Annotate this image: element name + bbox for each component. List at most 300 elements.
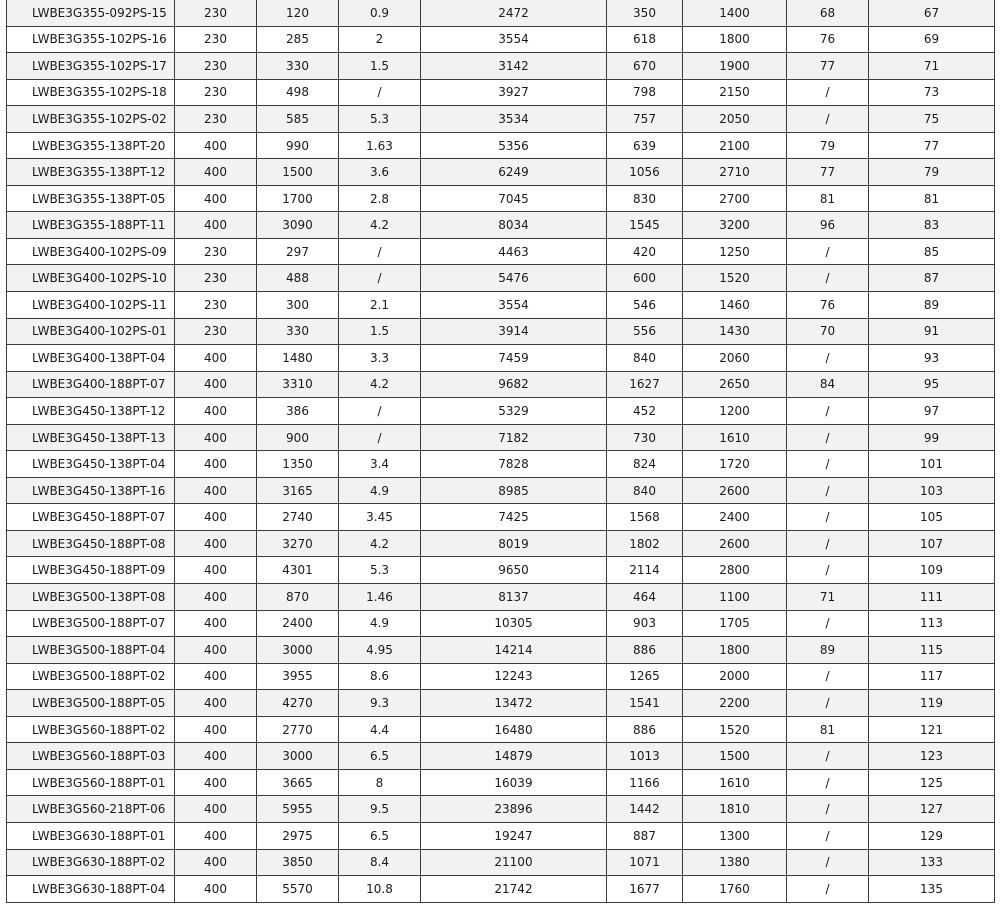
voltage-cell: 400	[175, 159, 257, 186]
current-cell: /	[339, 265, 421, 292]
page-cell: 119	[869, 690, 995, 717]
airflow-cell: 3554	[421, 26, 607, 53]
table-row	[7, 424, 995, 451]
table-row	[7, 796, 995, 823]
page-cell: 117	[869, 663, 995, 690]
pressure-cell: 730	[607, 424, 683, 451]
model-cell: LWBE3G400-102PS-11	[7, 292, 175, 319]
page-cell: 105	[869, 504, 995, 531]
model-cell: LWBE3G500-138PT-08	[7, 584, 175, 611]
voltage-cell: 230	[175, 292, 257, 319]
table-row	[7, 185, 995, 212]
model-cell: LWBE3G400-102PS-01	[7, 318, 175, 345]
airflow-cell: 10305	[421, 610, 607, 637]
model-cell: LWBE3G500-188PT-02	[7, 663, 175, 690]
speed-cell: 2600	[683, 530, 787, 557]
pressure-cell: 1627	[607, 371, 683, 398]
airflow-cell: 7459	[421, 345, 607, 372]
pressure-cell: 1541	[607, 690, 683, 717]
current-cell: 4.2	[339, 212, 421, 239]
table-row	[7, 876, 995, 903]
current-cell: 9.5	[339, 796, 421, 823]
page-cell: 129	[869, 822, 995, 849]
airflow-cell: 7828	[421, 451, 607, 478]
pressure-cell: 618	[607, 26, 683, 53]
voltage-cell: 400	[175, 212, 257, 239]
airflow-cell: 7182	[421, 424, 607, 451]
noise-cell: /	[787, 663, 869, 690]
current-cell: 4.2	[339, 371, 421, 398]
speed-cell: 1610	[683, 769, 787, 796]
table-row	[7, 212, 995, 239]
voltage-cell: 400	[175, 345, 257, 372]
power-cell: 3000	[257, 637, 339, 664]
pressure-cell: 840	[607, 477, 683, 504]
page-cell: 101	[869, 451, 995, 478]
model-cell: LWBE3G355-102PS-16	[7, 26, 175, 53]
current-cell: 9.3	[339, 690, 421, 717]
voltage-cell: 400	[175, 663, 257, 690]
model-cell: LWBE3G560-188PT-02	[7, 716, 175, 743]
airflow-cell: 5476	[421, 265, 607, 292]
speed-cell: 3200	[683, 212, 787, 239]
power-cell: 2740	[257, 504, 339, 531]
noise-cell: 68	[787, 0, 869, 26]
page-cell: 89	[869, 292, 995, 319]
speed-cell: 1520	[683, 265, 787, 292]
speed-cell: 1520	[683, 716, 787, 743]
voltage-cell: 230	[175, 265, 257, 292]
speed-cell: 2400	[683, 504, 787, 531]
speed-cell: 1300	[683, 822, 787, 849]
page-cell: 99	[869, 424, 995, 451]
page-cell: 107	[869, 530, 995, 557]
airflow-cell: 9650	[421, 557, 607, 584]
airflow-cell: 23896	[421, 796, 607, 823]
spec-table-body	[7, 0, 995, 902]
noise-cell: /	[787, 398, 869, 425]
airflow-cell: 3142	[421, 53, 607, 80]
airflow-cell: 8019	[421, 530, 607, 557]
table-row	[7, 690, 995, 717]
power-cell: 3270	[257, 530, 339, 557]
model-cell: LWBE3G450-138PT-13	[7, 424, 175, 451]
page-cell: 71	[869, 53, 995, 80]
current-cell: 1.5	[339, 318, 421, 345]
voltage-cell: 230	[175, 26, 257, 53]
noise-cell: /	[787, 822, 869, 849]
pressure-cell: 639	[607, 132, 683, 159]
pressure-cell: 1677	[607, 876, 683, 903]
power-cell: 3850	[257, 849, 339, 876]
speed-cell: 2000	[683, 663, 787, 690]
table-row	[7, 371, 995, 398]
model-cell: LWBE3G355-102PS-17	[7, 53, 175, 80]
airflow-cell: 3927	[421, 79, 607, 106]
page-cell: 113	[869, 610, 995, 637]
table-row	[7, 504, 995, 531]
model-cell: LWBE3G500-188PT-07	[7, 610, 175, 637]
noise-cell: 76	[787, 292, 869, 319]
speed-cell: 1400	[683, 0, 787, 26]
page-cell: 75	[869, 106, 995, 133]
table-row	[7, 238, 995, 265]
power-cell: 2975	[257, 822, 339, 849]
speed-cell: 1705	[683, 610, 787, 637]
power-cell: 1480	[257, 345, 339, 372]
airflow-cell: 21742	[421, 876, 607, 903]
voltage-cell: 400	[175, 557, 257, 584]
page-cell: 77	[869, 132, 995, 159]
voltage-cell: 230	[175, 53, 257, 80]
power-cell: 330	[257, 53, 339, 80]
noise-cell: /	[787, 451, 869, 478]
current-cell: 2.8	[339, 185, 421, 212]
noise-cell: /	[787, 849, 869, 876]
page-cell: 85	[869, 238, 995, 265]
page-cell: 79	[869, 159, 995, 186]
power-cell: 498	[257, 79, 339, 106]
table-row	[7, 132, 995, 159]
speed-cell: 2600	[683, 477, 787, 504]
noise-cell: /	[787, 424, 869, 451]
noise-cell: /	[787, 238, 869, 265]
pressure-cell: 546	[607, 292, 683, 319]
speed-cell: 1900	[683, 53, 787, 80]
model-cell: LWBE3G355-092PS-15	[7, 0, 175, 26]
noise-cell: 71	[787, 584, 869, 611]
page-cell: 135	[869, 876, 995, 903]
voltage-cell: 400	[175, 451, 257, 478]
noise-cell: /	[787, 743, 869, 770]
airflow-cell: 3534	[421, 106, 607, 133]
voltage-cell: 400	[175, 371, 257, 398]
current-cell: 4.9	[339, 477, 421, 504]
pressure-cell: 757	[607, 106, 683, 133]
pressure-cell: 1545	[607, 212, 683, 239]
power-cell: 3000	[257, 743, 339, 770]
voltage-cell: 400	[175, 504, 257, 531]
speed-cell: 1610	[683, 424, 787, 451]
current-cell: 4.2	[339, 530, 421, 557]
table-row	[7, 716, 995, 743]
airflow-cell: 14214	[421, 637, 607, 664]
airflow-cell: 16480	[421, 716, 607, 743]
power-cell: 297	[257, 238, 339, 265]
pressure-cell: 1802	[607, 530, 683, 557]
speed-cell: 2200	[683, 690, 787, 717]
table-row	[7, 557, 995, 584]
noise-cell: 77	[787, 53, 869, 80]
model-cell: LWBE3G400-138PT-04	[7, 345, 175, 372]
page-cell: 111	[869, 584, 995, 611]
current-cell: /	[339, 238, 421, 265]
noise-cell: /	[787, 265, 869, 292]
airflow-cell: 16039	[421, 769, 607, 796]
voltage-cell: 230	[175, 318, 257, 345]
table-row	[7, 610, 995, 637]
current-cell: 3.3	[339, 345, 421, 372]
power-cell: 2770	[257, 716, 339, 743]
current-cell: 1.63	[339, 132, 421, 159]
pressure-cell: 556	[607, 318, 683, 345]
model-cell: LWBE3G450-188PT-08	[7, 530, 175, 557]
power-cell: 120	[257, 0, 339, 26]
speed-cell: 2050	[683, 106, 787, 133]
current-cell: 8	[339, 769, 421, 796]
noise-cell: /	[787, 504, 869, 531]
table-row	[7, 26, 995, 53]
power-cell: 300	[257, 292, 339, 319]
airflow-cell: 21100	[421, 849, 607, 876]
voltage-cell: 400	[175, 132, 257, 159]
voltage-cell: 400	[175, 822, 257, 849]
noise-cell: /	[787, 876, 869, 903]
table-row	[7, 637, 995, 664]
voltage-cell: 400	[175, 743, 257, 770]
pressure-cell: 452	[607, 398, 683, 425]
model-cell: LWBE3G500-188PT-05	[7, 690, 175, 717]
current-cell: 4.95	[339, 637, 421, 664]
current-cell: /	[339, 398, 421, 425]
table-row	[7, 398, 995, 425]
pressure-cell: 2114	[607, 557, 683, 584]
voltage-cell: 230	[175, 79, 257, 106]
pressure-cell: 420	[607, 238, 683, 265]
page-cell: 121	[869, 716, 995, 743]
noise-cell: 79	[787, 132, 869, 159]
table-row	[7, 477, 995, 504]
power-cell: 990	[257, 132, 339, 159]
airflow-cell: 8137	[421, 584, 607, 611]
speed-cell: 1100	[683, 584, 787, 611]
current-cell: 0.9	[339, 0, 421, 26]
noise-cell: /	[787, 79, 869, 106]
table-row	[7, 849, 995, 876]
current-cell: 1.46	[339, 584, 421, 611]
current-cell: 5.3	[339, 106, 421, 133]
pressure-cell: 1568	[607, 504, 683, 531]
speed-cell: 1250	[683, 238, 787, 265]
page-cell: 103	[869, 477, 995, 504]
pressure-cell: 670	[607, 53, 683, 80]
power-cell: 900	[257, 424, 339, 451]
voltage-cell: 400	[175, 610, 257, 637]
page-cell: 87	[869, 265, 995, 292]
speed-cell: 2800	[683, 557, 787, 584]
table-row	[7, 663, 995, 690]
voltage-cell: 400	[175, 769, 257, 796]
pressure-cell: 1013	[607, 743, 683, 770]
table-row	[7, 159, 995, 186]
current-cell: /	[339, 424, 421, 451]
power-cell: 1700	[257, 185, 339, 212]
voltage-cell: 400	[175, 796, 257, 823]
noise-cell: 81	[787, 185, 869, 212]
voltage-cell: 230	[175, 238, 257, 265]
noise-cell: /	[787, 690, 869, 717]
voltage-cell: 400	[175, 530, 257, 557]
noise-cell: 77	[787, 159, 869, 186]
table-row	[7, 743, 995, 770]
power-cell: 488	[257, 265, 339, 292]
power-cell: 1500	[257, 159, 339, 186]
pressure-cell: 1265	[607, 663, 683, 690]
power-cell: 4301	[257, 557, 339, 584]
noise-cell: /	[787, 769, 869, 796]
page-cell: 67	[869, 0, 995, 26]
table-row	[7, 0, 995, 26]
noise-cell: 89	[787, 637, 869, 664]
airflow-cell: 14879	[421, 743, 607, 770]
page-cell: 133	[869, 849, 995, 876]
noise-cell: 70	[787, 318, 869, 345]
airflow-cell: 5356	[421, 132, 607, 159]
speed-cell: 1800	[683, 637, 787, 664]
voltage-cell: 400	[175, 690, 257, 717]
noise-cell: /	[787, 106, 869, 133]
power-cell: 5955	[257, 796, 339, 823]
noise-cell: /	[787, 796, 869, 823]
airflow-cell: 12243	[421, 663, 607, 690]
voltage-cell: 400	[175, 477, 257, 504]
noise-cell: /	[787, 610, 869, 637]
table-row	[7, 318, 995, 345]
model-cell: LWBE3G355-138PT-20	[7, 132, 175, 159]
power-cell: 4270	[257, 690, 339, 717]
page-cell: 83	[869, 212, 995, 239]
table-row	[7, 79, 995, 106]
power-cell: 3665	[257, 769, 339, 796]
airflow-cell: 2472	[421, 0, 607, 26]
model-cell: LWBE3G450-138PT-04	[7, 451, 175, 478]
page-cell: 125	[869, 769, 995, 796]
pressure-cell: 600	[607, 265, 683, 292]
current-cell: 3.45	[339, 504, 421, 531]
pressure-cell: 1071	[607, 849, 683, 876]
airflow-cell: 8034	[421, 212, 607, 239]
current-cell: 2	[339, 26, 421, 53]
page-cell: 69	[869, 26, 995, 53]
table-row	[7, 292, 995, 319]
pressure-cell: 798	[607, 79, 683, 106]
current-cell: 4.4	[339, 716, 421, 743]
table-row	[7, 530, 995, 557]
speed-cell: 1810	[683, 796, 787, 823]
page-cell: 97	[869, 398, 995, 425]
pressure-cell: 840	[607, 345, 683, 372]
voltage-cell: 400	[175, 849, 257, 876]
model-cell: LWBE3G355-138PT-12	[7, 159, 175, 186]
power-cell: 5570	[257, 876, 339, 903]
model-cell: LWBE3G630-188PT-01	[7, 822, 175, 849]
voltage-cell: 400	[175, 876, 257, 903]
pressure-cell: 830	[607, 185, 683, 212]
speed-cell: 2150	[683, 79, 787, 106]
speed-cell: 1760	[683, 876, 787, 903]
pressure-cell: 1056	[607, 159, 683, 186]
current-cell: 6.5	[339, 743, 421, 770]
pressure-cell: 464	[607, 584, 683, 611]
model-cell: LWBE3G400-102PS-09	[7, 238, 175, 265]
table-row	[7, 584, 995, 611]
power-cell: 870	[257, 584, 339, 611]
table-row	[7, 822, 995, 849]
voltage-cell: 230	[175, 0, 257, 26]
airflow-cell: 13472	[421, 690, 607, 717]
current-cell: 1.5	[339, 53, 421, 80]
page-cell: 91	[869, 318, 995, 345]
current-cell: 3.4	[339, 451, 421, 478]
current-cell: 6.5	[339, 822, 421, 849]
current-cell: 10.8	[339, 876, 421, 903]
noise-cell: /	[787, 345, 869, 372]
voltage-cell: 400	[175, 185, 257, 212]
power-cell: 585	[257, 106, 339, 133]
pressure-cell: 887	[607, 822, 683, 849]
speed-cell: 2710	[683, 159, 787, 186]
noise-cell: 84	[787, 371, 869, 398]
page-cell: 81	[869, 185, 995, 212]
speed-cell: 1430	[683, 318, 787, 345]
power-cell: 1350	[257, 451, 339, 478]
power-cell: 2400	[257, 610, 339, 637]
airflow-cell: 6249	[421, 159, 607, 186]
power-cell: 3310	[257, 371, 339, 398]
model-cell: LWBE3G500-188PT-04	[7, 637, 175, 664]
airflow-cell: 9682	[421, 371, 607, 398]
table-row	[7, 106, 995, 133]
model-cell: LWBE3G560-188PT-01	[7, 769, 175, 796]
power-cell: 330	[257, 318, 339, 345]
airflow-cell: 8985	[421, 477, 607, 504]
model-cell: LWBE3G450-188PT-09	[7, 557, 175, 584]
voltage-cell: 400	[175, 398, 257, 425]
voltage-cell: 400	[175, 637, 257, 664]
speed-cell: 1800	[683, 26, 787, 53]
table-row	[7, 53, 995, 80]
pressure-cell: 824	[607, 451, 683, 478]
spec-table	[6, 0, 995, 903]
speed-cell: 2700	[683, 185, 787, 212]
model-cell: LWBE3G560-188PT-03	[7, 743, 175, 770]
power-cell: 3165	[257, 477, 339, 504]
voltage-cell: 400	[175, 716, 257, 743]
power-cell: 3955	[257, 663, 339, 690]
model-cell: LWBE3G355-102PS-02	[7, 106, 175, 133]
airflow-cell: 4463	[421, 238, 607, 265]
model-cell: LWBE3G630-188PT-02	[7, 849, 175, 876]
pressure-cell: 886	[607, 716, 683, 743]
airflow-cell: 5329	[421, 398, 607, 425]
model-cell: LWBE3G630-188PT-04	[7, 876, 175, 903]
power-cell: 386	[257, 398, 339, 425]
noise-cell: /	[787, 477, 869, 504]
speed-cell: 1720	[683, 451, 787, 478]
current-cell: 4.9	[339, 610, 421, 637]
power-cell: 285	[257, 26, 339, 53]
pressure-cell: 903	[607, 610, 683, 637]
noise-cell: 76	[787, 26, 869, 53]
model-cell: LWBE3G450-188PT-07	[7, 504, 175, 531]
model-cell: LWBE3G355-102PS-18	[7, 79, 175, 106]
page-cell: 73	[869, 79, 995, 106]
table-row	[7, 451, 995, 478]
speed-cell: 2650	[683, 371, 787, 398]
current-cell: 8.6	[339, 663, 421, 690]
airflow-cell: 7045	[421, 185, 607, 212]
pressure-cell: 886	[607, 637, 683, 664]
